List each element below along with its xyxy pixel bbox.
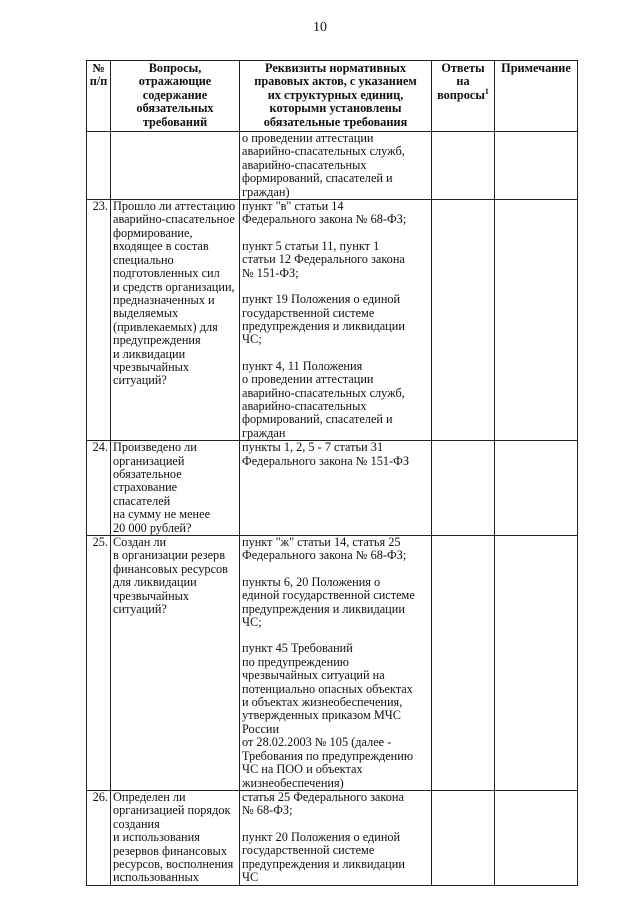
note-cell [495,790,578,885]
requisite-paragraph: пункт 4, 11 Положения о проведении аттестации аварийно-спасательных служб, аварийно-спасательных формирований, спасателей и граждан [242,358,405,440]
question-text: Произведено ли организацией обязательное страхование спасателей на сумму не менее 20 000 рублей? [113,440,211,535]
requirements-table [86,60,578,886]
header-requisites: Реквизиты нормативных правовых актов, с указанием их структурных единиц, которыми установлены обязательные требования [240,61,432,132]
requisites-cell [240,200,432,441]
requisites-cell [240,132,432,200]
answer-cell [432,536,495,791]
answer-cell [432,132,495,200]
requisite-paragraph: пункт 19 Положения о единой государственной системе предупреждения и ликвидации ЧС; [242,292,405,347]
requisite-paragraph: пункт 45 Требований по предупреждению чрезвычайных ситуаций на потенциально опасных объектах и объектах жизнеобеспечения, утвержденных приказом МЧС России от 28.02.2003 № 105 (далее - Требования по предупреждению ЧС на ПОО и объектах жизнеобеспечения) [242,641,414,790]
answers-footnote-mark: 1 [484,86,489,96]
header-answers: Ответы на вопросы$^1$ [432,61,495,132]
question-text: Прошло ли аттестацию аварийно-спасательное формирование, входящее в состав специально подготовленных сил и средств организации, предназначенных и выделяемых (привлекаемых) для предупреждения и ликвидации чрезвычайных ситуаций? [113,199,236,388]
row-number: 26. [87,790,111,885]
requisite-paragraph: пункт "в" статьи 14 Федерального закона № 68-ФЗ; [242,199,407,227]
note-cell [495,441,578,536]
answer-cell [432,441,495,536]
question-cell [111,790,240,885]
table-row [87,790,578,885]
table-row [87,441,578,536]
row-number: 24. [87,441,111,536]
note-cell [495,132,578,200]
answer-cell [432,200,495,441]
question-cell [111,441,240,536]
requisite-paragraph: пункт 5 статьи 11, пункт 1 статьи 12 Федерального закона № 151-ФЗ; [242,238,405,280]
row-number: 25. [87,536,111,791]
requisite-paragraph: пункты 6, 20 Положения о единой государственной системе предупреждения и ликвидации ЧС; [242,574,415,630]
question-text: Создан ли в организации резерв финансовых ресурсов для ликвидации чрезвычайных ситуаций? [113,535,228,617]
row-number: 23. [87,200,111,441]
requisite-paragraph: пункт 20 Положения о единой государственной системе предупреждения и ликвидации ЧС [242,829,405,884]
row-number [87,132,111,200]
header-questions: Вопросы, отражающие содержание обязательных требований [111,61,240,132]
note-cell [495,536,578,791]
header-note: Примечание [495,61,578,132]
requisite-paragraph: пункт "ж" статьи 14, статья 25 Федерального закона № 68-ФЗ; [242,535,407,563]
table-row [87,536,578,791]
requisite-paragraph: статья 25 Федерального закона № 68-ФЗ; [242,790,404,818]
requisites-cell [240,536,432,791]
header-number: № п/п [87,61,111,132]
page-number: 10 [313,20,327,35]
answer-cell [432,790,495,885]
requisites-cell [240,441,432,536]
requisites-cell [240,790,432,885]
table-row [87,132,578,200]
requisite-paragraph: о проведении аттестации аварийно-спасательных служб, аварийно-спасательных формирований, спасателей и граждан) [242,131,405,199]
question-cell [111,132,240,200]
requisite-paragraph: пункты 1, 2, 5 - 7 статьи 31 Федерального закона № 151-ФЗ [242,440,410,468]
question-cell [111,536,240,791]
question-text: Определен ли организацией порядок создания и использования резервов финансовых ресурсов, восполнения использованных [113,790,234,885]
table-header-row [87,61,578,132]
note-cell [495,200,578,441]
table-row [87,200,578,441]
question-cell [111,200,240,441]
